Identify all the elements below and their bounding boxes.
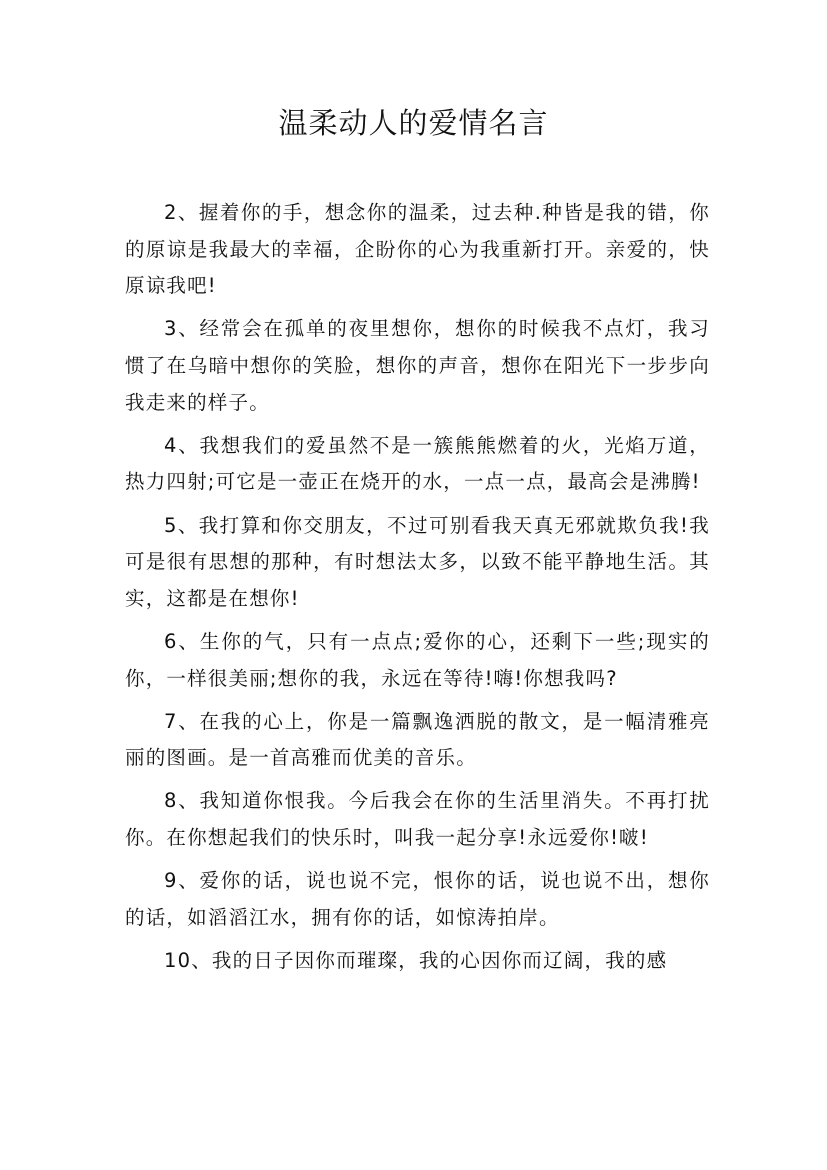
document-title: 温柔动人的爱情名言 xyxy=(278,106,549,140)
quote-paragraph: 3、经常会在孤单的夜里想你，想你的时候我不点灯，我习惯了在乌暗中想你的笑脸，想你的声音，想你在阳光下一步步向我走来的样子。 xyxy=(125,317,710,414)
quote-paragraph: 2、握着你的手，想念你的温柔，过去种.种皆是我的错，你的原谅是我最大的幸福，企盼你的心为我重新打开。亲爱的，快原谅我吧! xyxy=(125,201,710,298)
quote-paragraph: 6、生你的气，只有一点点;爱你的心，还剩下一些;现实的你，一样很美丽;想你的我，永远在等待!嗨!你想我吗? xyxy=(125,629,710,690)
quote-paragraph: 9、爱你的话，说也说不完，恨你的话，说也说不出，想你的话，如滔滔江水，拥有你的话，如惊涛拍岸。 xyxy=(125,869,710,929)
document-body xyxy=(125,195,710,986)
quote-paragraph: 5、我打算和你交朋友，不过可别看我天真无邪就欺负我!我可是很有思想的那种，有时想法太多，以致不能平静地生活。其实，这都是在想你! xyxy=(125,513,710,610)
quote-paragraph: 10、我的日子因你而璀璨，我的心因你而辽阔，我的感 xyxy=(164,949,668,973)
quote-paragraph: 4、我想我们的爱虽然不是一簇熊熊燃着的火，光焰万道，热力四射;可它是一壶正在烧开的水，一点一点，最高会是沸腾! xyxy=(125,433,710,494)
quote-paragraph: 8、我知道你恨我。今后我会在你的生活里消失。不再打扰你。在你想起我们的快乐时，叫我一起分享!永远爱你!啵! xyxy=(125,789,710,850)
quote-paragraph: 7、在我的心上，你是一篇飘逸洒脱的散文，是一幅清雅亮丽的图画。是一首高雅而优美的音乐。 xyxy=(125,709,710,770)
